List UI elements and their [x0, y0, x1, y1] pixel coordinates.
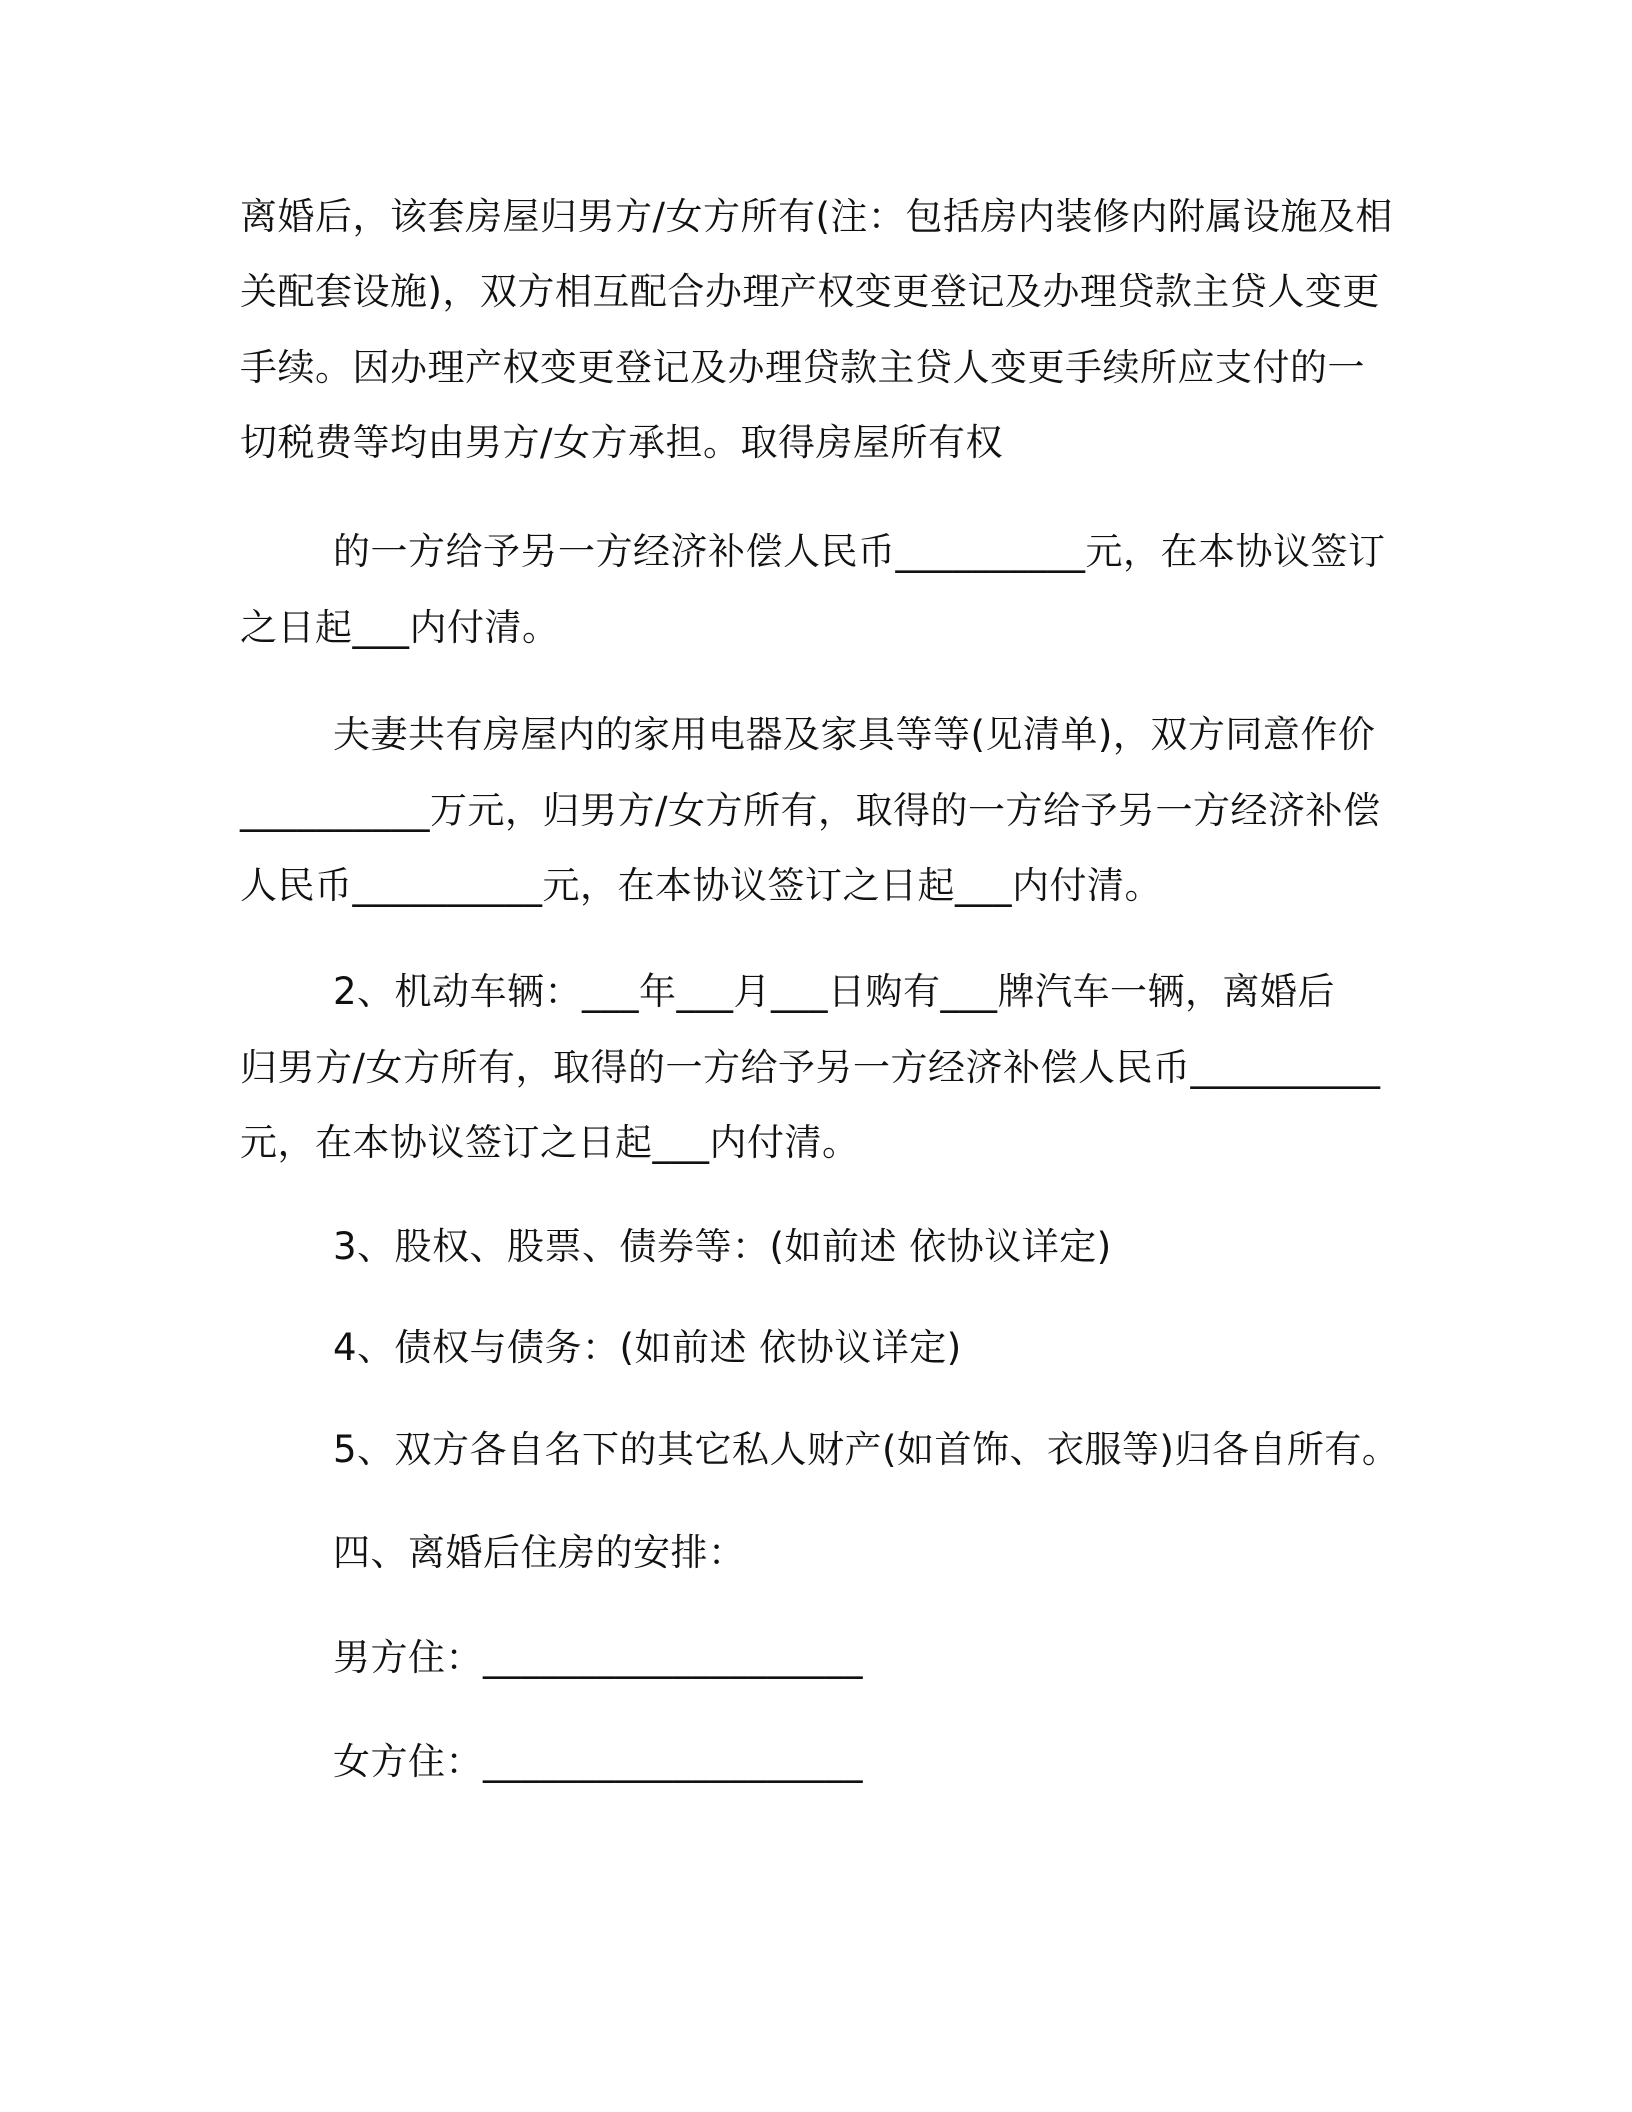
paragraph-2-line-1: 的一方给予另一方经济补偿人民币__________元，在本协议签订: [333, 530, 1386, 573]
female-residence-field: 女方住：____________________: [333, 1740, 863, 1783]
paragraph-3-line-2: __________万元，归男方/女方所有，取得的一方给予另一方经济补偿: [240, 789, 1381, 832]
male-residence-field: 男方住：____________________: [333, 1636, 863, 1679]
paragraph-1-line-3: 手续。因办理产权变更登记及办理贷款主贷人变更手续所应支付的一: [240, 346, 1365, 389]
paragraph-3-line-1: 夫妻共有房屋内的家用电器及家具等等(见清单)，双方同意作价: [333, 713, 1376, 756]
paragraph-4-line-3: 元，在本协议签订之日起___内付清。: [240, 1121, 860, 1164]
paragraph-3-line-3: 人民币__________元，在本协议签订之日起___内付清。: [240, 864, 1162, 907]
paragraph-1-line-4: 切税费等均由男方/女方承担。取得房屋所有权: [240, 421, 1003, 464]
paragraph-1-line-1: 离婚后，该套房屋归男方/女方所有(注：包括房内装修内附属设施及相: [240, 195, 1393, 238]
paragraph-4-line-1: 2、机动车辆：___年___月___日购有___牌汽车一辆，离婚后: [333, 970, 1336, 1013]
item-5-private-property: 5、双方各自名下的其它私人财产(如首饰、衣服等)归各自所有。: [333, 1428, 1400, 1471]
item-3-stocks-bonds: 3、股权、股票、债券等：(如前述 依协议详定): [333, 1225, 1112, 1268]
paragraph-4-line-2: 归男方/女方所有，取得的一方给予另一方经济补偿人民币__________: [240, 1046, 1381, 1089]
paragraph-1-line-2: 关配套设施)，双方相互配合办理产权变更登记及办理贷款主贷人变更: [240, 270, 1380, 313]
item-4-credits-debts: 4、债权与债务：(如前述 依协议详定): [333, 1326, 962, 1369]
paragraph-2-line-2: 之日起___内付清。: [240, 606, 560, 649]
section-4-heading: 四、离婚后住房的安排：: [333, 1531, 746, 1574]
